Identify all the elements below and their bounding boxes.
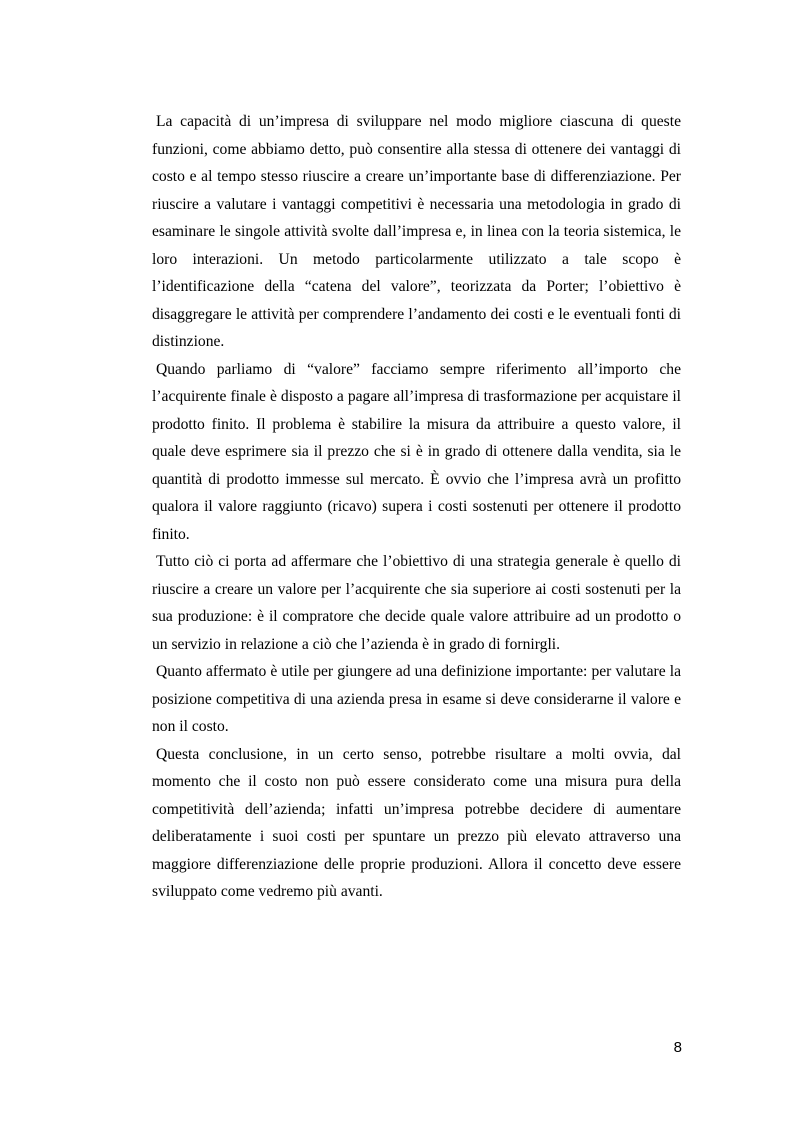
body-text bbox=[152, 108, 681, 906]
paragraph-4: Quanto affermato è utile per giungere ad una definizione importante: per valutare la posizione competitiva di una azienda presa in esame si deve considerarne il valore e non il costo. bbox=[152, 663, 681, 735]
page-number: 8 bbox=[673, 1039, 682, 1056]
paragraph-1: La capacità di un’impresa di sviluppare nel modo migliore ciascuna di queste funzioni, come abbiamo detto, può consentire alla stessa di ottenere dei vantaggi di costo e al tempo stesso riuscire a creare un’importante base di differenziazione. Per riuscire a valutare i vantaggi competitivi è necessaria una metodologia in grado di esaminare le singole attività svolte dall’impresa e, in linea con la teoria sistemica, le loro interazioni. Un metodo particolarmente utilizzato a tale scopo è l’identificazione della “catena del valore”, teorizzata da Porter; l’obiettivo è disaggregare le attività per comprendere l’andamento dei costi e le eventuali fonti di distinzione. bbox=[152, 113, 681, 350]
paragraph-2: Quando parliamo di “valore” facciamo sempre riferimento all’importo che l’acquirente finale è disposto a pagare all’impresa di trasformazione per acquistare il prodotto finito. Il problema è stabilire la misura da attribuire a questo valore, il quale deve esprimere sia il prezzo che si è in grado di ottenere dalla vendita, sia le quantità di prodotto immesse sul mercato. È ovvio che l’impresa avrà un profitto qualora il valore raggiunto (ricavo) supera i costi sostenuti per ottenere il prodotto finito. bbox=[152, 360, 681, 543]
paragraph-3: Tutto ciò ci porta ad affermare che l’obiettivo di una strategia generale è quello di riuscire a creare un valore per l’acquirente che sia superiore ai costi sostenuti per la sua produzione: è il compratore che decide quale valore attribuire ad un prodotto o un servizio in relazione a ciò che l’azienda è in grado di fornirgli. bbox=[152, 553, 681, 653]
paragraph-5: Questa conclusione, in un certo senso, potrebbe risultare a molti ovvia, dal momento che il costo non può essere considerato come una misura pura della competitività dell’azienda; infatti un’impresa potrebbe decidere di aumentare deliberatamente i suoi costi per spuntare un prezzo più elevato attraverso una maggiore differenziazione delle proprie produzioni. Allora il concetto deve essere sviluppato come vedremo più avanti. bbox=[152, 745, 681, 900]
